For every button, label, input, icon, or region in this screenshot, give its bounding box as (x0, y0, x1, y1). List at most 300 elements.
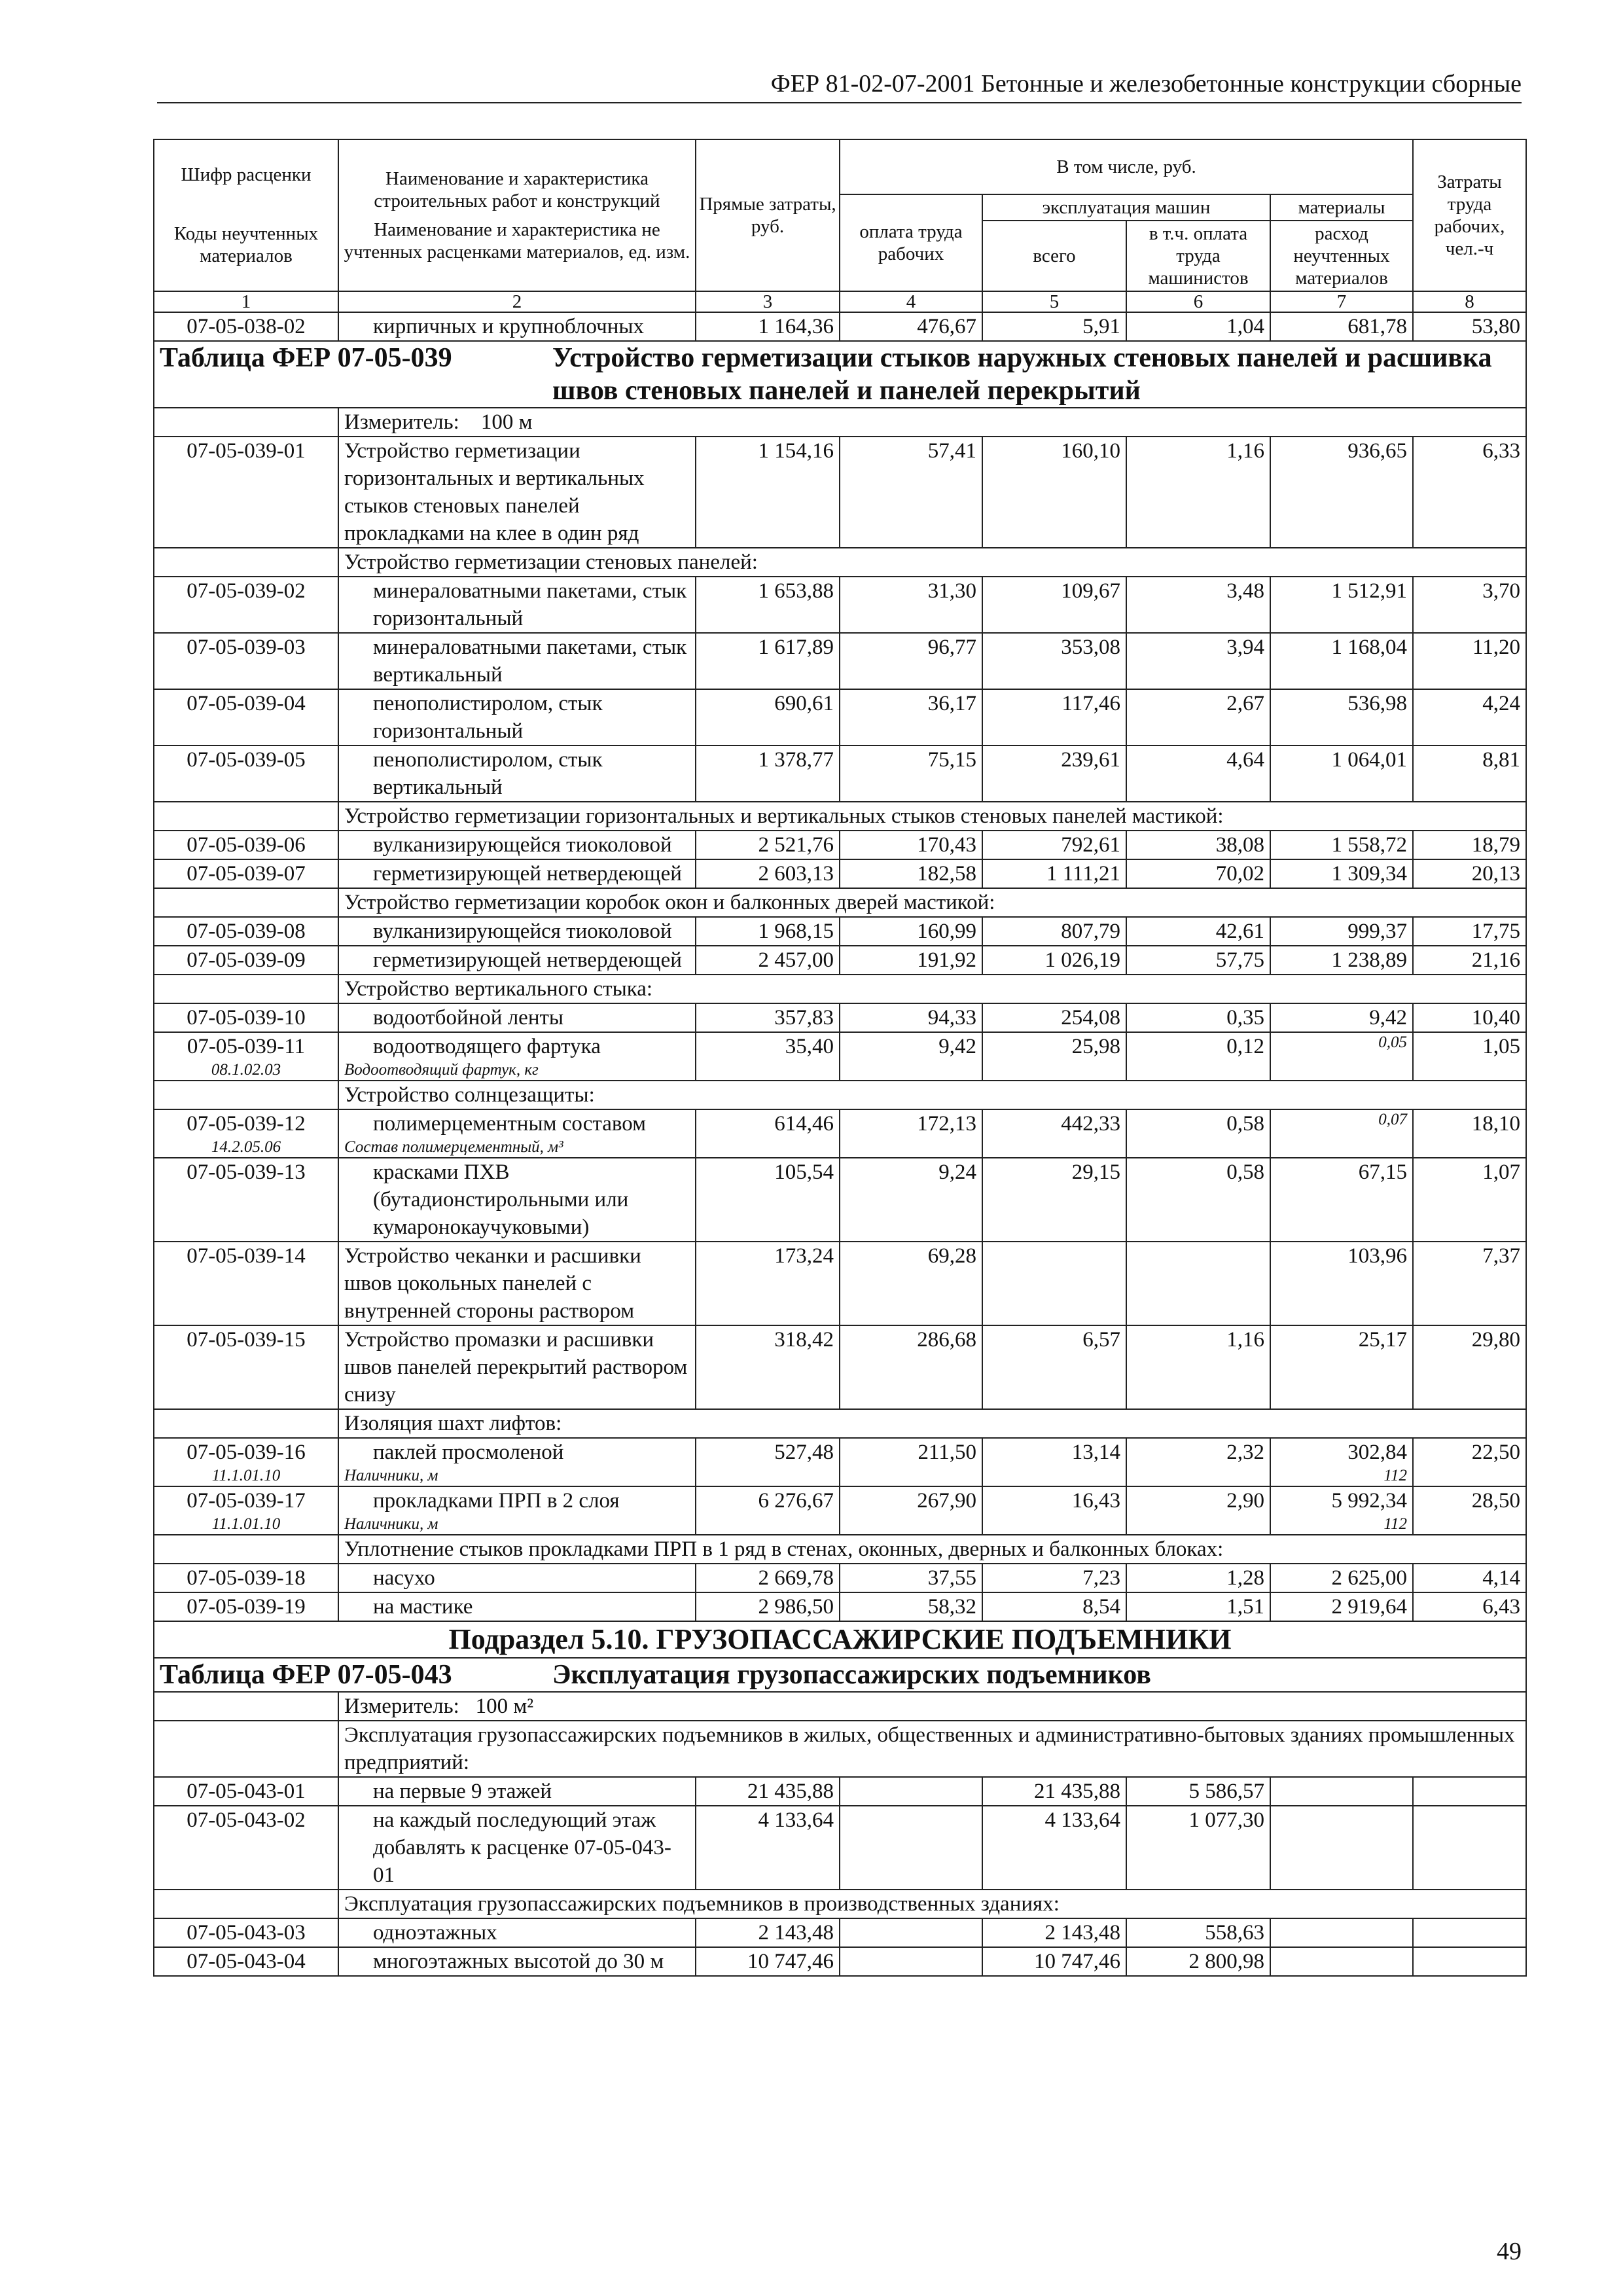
direct-costs-value: 2 603,13 (758, 862, 834, 886)
direct-costs (696, 1486, 840, 1535)
rate-code: 07-05-039-06 (187, 833, 306, 857)
wages (840, 917, 982, 946)
wages-value: 9,24 (938, 1160, 976, 1184)
group-row (154, 548, 1526, 577)
labor-hours-value: 6,33 (1482, 439, 1520, 463)
material-consumption: 0,05 (1378, 1033, 1407, 1051)
table-caption: Устройство герметизации стыков наружных стеновых панелей и расшивка швов стеновых панелей и панелей перекрытий (552, 343, 1492, 406)
group-row (154, 802, 1526, 831)
machines-total-value: 117,46 (1061, 692, 1120, 715)
wages-value: 191,92 (917, 948, 976, 972)
rate-code-cell (154, 633, 338, 689)
materials-value: 2 625,00 (1331, 1566, 1407, 1590)
rate-code: 07-05-039-05 (187, 748, 306, 772)
table-row (154, 1918, 1526, 1947)
operators-wages-value: 2,67 (1226, 692, 1264, 715)
labor-hours (1413, 946, 1526, 975)
material-code: 14.2.05.06 (211, 1138, 281, 1156)
col-num: 4 (840, 291, 982, 312)
spacer (342, 212, 692, 219)
wages-value: 170,43 (917, 833, 976, 857)
table-row (154, 312, 1526, 341)
group-heading: Изоляция шахт лифтов: (338, 1409, 1526, 1438)
labor-hours (1413, 633, 1526, 689)
operators-wages (1126, 1918, 1270, 1947)
group-row (154, 1890, 1526, 1918)
rate-code-cell (154, 689, 338, 745)
wages-value: 37,55 (927, 1566, 976, 1590)
table-row (154, 946, 1526, 975)
rate-code-cell (154, 1032, 338, 1081)
rate-code: 07-05-039-18 (187, 1566, 306, 1590)
operators-wages-value: 1 077,30 (1188, 1808, 1264, 1832)
rate-name (338, 1003, 696, 1032)
table-row (154, 1003, 1526, 1032)
rate-name (338, 1947, 696, 1976)
rate-code: 07-05-039-10 (187, 1006, 306, 1030)
machines-total (982, 946, 1126, 975)
materials (1270, 1918, 1413, 1947)
machines-total-value: 29,15 (1071, 1160, 1120, 1184)
material-consumption: 0,07 (1378, 1111, 1407, 1128)
direct-costs-value: 357,83 (774, 1006, 834, 1030)
group-row (154, 1535, 1526, 1564)
direct-costs-value: 105,54 (774, 1160, 834, 1184)
wages-value: 96,77 (927, 636, 976, 659)
materials (1270, 745, 1413, 802)
measure-label: Измеритель: (344, 410, 459, 434)
wages (840, 1777, 982, 1806)
group-heading: Уплотнение стыков прокладками ПРП в 1 ряд в стенах, оконных, дверных и балконных блоках: (338, 1535, 1526, 1564)
wages (840, 577, 982, 633)
rate-code: 07-05-039-09 (187, 948, 306, 972)
rate-code: 07-05-043-03 (187, 1921, 306, 1945)
machines-total (982, 633, 1126, 689)
machines-total (982, 1438, 1126, 1486)
operators-wages (1126, 633, 1270, 689)
operators-wages-value: 1,51 (1226, 1595, 1264, 1619)
wages-value: 31,30 (927, 579, 976, 603)
rate-name-text: герметизирующей нетвердеющей (373, 862, 682, 886)
table-body (154, 312, 1526, 1976)
rate-code-cell (154, 1564, 338, 1592)
rate-name-text: паклей просмоленой (373, 1441, 564, 1464)
table-caption: Эксплуатация грузопассажирских подъемников (552, 1660, 1151, 1690)
materials (1270, 689, 1413, 745)
direct-costs (696, 689, 840, 745)
machines-total-value: 160,10 (1061, 439, 1120, 463)
rate-name-text: вулканизирующейся тиоколовой (373, 833, 672, 857)
table-row (154, 1777, 1526, 1806)
rate-code: 07-05-039-04 (187, 692, 306, 715)
materials (1270, 1777, 1413, 1806)
machines-total (982, 1032, 1126, 1081)
materials-value: 1 558,72 (1331, 833, 1407, 857)
rate-name-text: водоотводящего фартука (373, 1035, 601, 1058)
machines-total-value: 1 026,19 (1044, 948, 1120, 972)
rate-name-text: пенополистиролом, стык горизонтальный (373, 692, 603, 743)
machines-total-value: 254,08 (1061, 1006, 1120, 1030)
machines-total (982, 1486, 1126, 1535)
direct-costs (696, 859, 840, 888)
rate-code-cell (154, 1486, 338, 1535)
labor-hours (1413, 1777, 1526, 1806)
machines-total-value: 25,98 (1071, 1035, 1120, 1058)
labor-hours-value: 6,43 (1482, 1595, 1520, 1619)
materials-value: 1 168,04 (1331, 636, 1407, 659)
labor-hours-value: 11,20 (1472, 636, 1520, 659)
table-row (154, 1158, 1526, 1242)
machines-total (982, 917, 1126, 946)
labor-hours-value: 3,70 (1482, 579, 1520, 603)
measure-row (154, 408, 1526, 437)
rate-name-text: многоэтажных высотой до 30 м (373, 1950, 664, 1973)
table-row (154, 633, 1526, 689)
wages-value: 57,41 (927, 439, 976, 463)
wages-value: 94,33 (927, 1006, 976, 1030)
direct-costs (696, 1032, 840, 1081)
rate-name (338, 859, 696, 888)
direct-costs-value: 614,46 (774, 1112, 834, 1136)
table-row (154, 1325, 1526, 1409)
labor-hours: 53,80 (1413, 312, 1526, 341)
table-row (154, 859, 1526, 888)
measure-label: Измеритель: (344, 1695, 459, 1718)
material-consumption: 112 (1383, 1467, 1407, 1484)
operators-wages (1126, 859, 1270, 888)
rate-code: 07-05-039-08 (187, 920, 306, 943)
group-row (154, 975, 1526, 1003)
materials-value: 9,42 (1369, 1006, 1407, 1030)
labor-hours-value: 18,10 (1471, 1112, 1520, 1136)
machines-total (982, 831, 1126, 859)
table-label: Таблица ФЕР 07-05-039 (160, 343, 452, 373)
rate-code: 07-05-043-01 (187, 1780, 306, 1803)
materials-header: материалы (1270, 194, 1413, 221)
direct-costs-value: 35,40 (785, 1035, 834, 1058)
empty-cell (154, 548, 338, 577)
wages (840, 1438, 982, 1486)
labor-hours-value: 4,14 (1482, 1566, 1520, 1590)
table-header (154, 139, 1526, 312)
rate-code-cell (154, 1592, 338, 1621)
empty-cell (154, 1081, 338, 1109)
wages (840, 633, 982, 689)
wages (840, 1032, 982, 1081)
rate-code-cell (154, 831, 338, 859)
direct-costs-value: 4 133,64 (758, 1808, 834, 1832)
subsection-title: Подраздел 5.10. ГРУЗОПАССАЖИРСКИЕ ПОДЪЕМНИКИ (154, 1621, 1526, 1658)
wages-value: 58,32 (927, 1595, 976, 1619)
labor-hours (1413, 1325, 1526, 1409)
materials-value: 936,65 (1347, 439, 1407, 463)
empty-cell (154, 1890, 338, 1918)
machines-total-value: 353,08 (1061, 636, 1120, 659)
col-material-code-label: Коды неучтенных материалов (173, 223, 319, 266)
direct-costs-value: 318,42 (774, 1328, 834, 1352)
wages (840, 745, 982, 802)
operators-wages (1126, 1806, 1270, 1890)
direct-costs-value: 173,24 (774, 1244, 834, 1268)
operators-wages-value: 42,61 (1215, 920, 1264, 943)
materials (1270, 1158, 1413, 1242)
rate-name (338, 1032, 696, 1081)
materials-value: 67,15 (1358, 1160, 1407, 1184)
table-row (154, 1032, 1526, 1081)
wages (840, 1947, 982, 1976)
group-row (154, 1721, 1526, 1777)
operators-wages (1126, 1777, 1270, 1806)
rate-code: 07-05-039-02 (187, 579, 306, 603)
machines-total-value: 7,23 (1082, 1566, 1120, 1590)
direct-costs-value: 6 276,67 (758, 1489, 834, 1513)
materials (1270, 1109, 1413, 1158)
wages (840, 1806, 982, 1890)
direct-costs-value: 2 457,00 (758, 948, 834, 972)
wages (840, 946, 982, 975)
machines-total (982, 1918, 1126, 1947)
labor-hours-value: 17,75 (1471, 920, 1520, 943)
rate-name (338, 1438, 696, 1486)
table-row (154, 1564, 1526, 1592)
machines-total-value: 6,57 (1082, 1328, 1120, 1352)
rate-code: 07-05-039-13 (187, 1160, 306, 1184)
machines-total-value: 13,14 (1071, 1441, 1120, 1464)
machines-total-value: 1 111,21 (1046, 862, 1120, 886)
direct-costs (696, 1242, 840, 1325)
wages (840, 689, 982, 745)
machines-total (982, 1242, 1126, 1325)
operators-wages-value: 2 800,98 (1188, 1950, 1264, 1973)
materials (1270, 577, 1413, 633)
wages (840, 1564, 982, 1592)
operators-wages (1126, 1486, 1270, 1535)
rate-name-text: Устройство промазки и расшивки швов панелей перекрытий раствором снизу (344, 1328, 688, 1407)
operators-wages (1126, 577, 1270, 633)
operators-wages-value: 5 586,57 (1188, 1780, 1264, 1803)
rate-name-text: минераловатными пакетами, стык вертикальный (373, 636, 687, 687)
rate-code: 07-05-043-02 (187, 1808, 306, 1832)
labor-hours-value: 21,16 (1471, 948, 1520, 972)
direct-costs-value: 2 143,48 (758, 1921, 834, 1945)
empty-cell (154, 1409, 338, 1438)
machines-total (982, 1325, 1126, 1409)
rate-name (338, 1592, 696, 1621)
rate-code-cell (154, 437, 338, 548)
operators-wages (1126, 946, 1270, 975)
machines-total-value: 239,61 (1061, 748, 1120, 772)
rate-name (338, 1109, 696, 1158)
rate-name (338, 689, 696, 745)
materials (1270, 1438, 1413, 1486)
machines-total (982, 745, 1126, 802)
wages-value: 69,28 (927, 1244, 976, 1268)
wages (840, 1242, 982, 1325)
rates-table (153, 139, 1527, 1977)
direct-costs-value: 2 521,76 (758, 833, 834, 857)
labor-hours-value: 20,13 (1471, 862, 1520, 886)
operators-wages-value: 57,75 (1215, 948, 1264, 972)
direct-costs-value: 1 617,89 (758, 636, 834, 659)
table-title (154, 1658, 1526, 1692)
rate-code: 07-05-039-11 (187, 1035, 306, 1058)
table-row (154, 1486, 1526, 1535)
table-row (154, 689, 1526, 745)
machines-total: 5,91 (982, 312, 1126, 341)
labor-hours (1413, 831, 1526, 859)
table-row (154, 917, 1526, 946)
wages-value: 172,13 (917, 1112, 976, 1136)
direct-costs (696, 946, 840, 975)
rate-code-cell (154, 1947, 338, 1976)
table-row (154, 1592, 1526, 1621)
table-row (154, 1947, 1526, 1976)
col-code-label: Шифр расценки (181, 164, 312, 185)
empty-cell (154, 888, 338, 917)
rate-code-cell (154, 859, 338, 888)
materials (1270, 917, 1413, 946)
table-title-row (154, 1658, 1526, 1692)
wages (840, 1918, 982, 1947)
rate-code: 07-05-039-14 (187, 1244, 306, 1268)
rate-name-text: кирпичных и крупноблочных (373, 315, 645, 338)
rate-code-cell (154, 1918, 338, 1947)
materials (1270, 946, 1413, 975)
incl-header: В том числе, руб. (840, 139, 1413, 194)
operators-wages-value: 1,16 (1226, 1328, 1264, 1352)
running-header: ФЕР 81-02-07-2001 Бетонные и железобетонные конструкции сборные (157, 69, 1522, 103)
operators-wages (1126, 1003, 1270, 1032)
wages-value: 160,99 (917, 920, 976, 943)
operators-wages-value: 558,63 (1205, 1921, 1264, 1945)
direct-costs (696, 831, 840, 859)
rate-code-cell (154, 1325, 338, 1409)
col-operators-header: в т.ч. оплата труда машинистов (1126, 221, 1270, 291)
operators-wages: 1,04 (1126, 312, 1270, 341)
col-wages-header: оплата труда рабочих (840, 194, 982, 291)
labor-hours (1413, 745, 1526, 802)
machines-total-value: 16,43 (1071, 1489, 1120, 1513)
direct-costs (696, 745, 840, 802)
col-num: 7 (1270, 291, 1413, 312)
rate-name-text: герметизирующей нетвердеющей (373, 948, 682, 972)
table-title (154, 341, 1526, 408)
labor-hours (1413, 1592, 1526, 1621)
group-heading: Устройство герметизации горизонтальных и вертикальных стыков стеновых панелей мастикой: (338, 802, 1526, 831)
operators-wages (1126, 1325, 1270, 1409)
material-code: 11.1.01.10 (211, 1515, 281, 1533)
direct-costs (696, 1438, 840, 1486)
rate-code-cell (154, 1109, 338, 1158)
rate-name (338, 1242, 696, 1325)
labor-hours (1413, 1242, 1526, 1325)
direct-costs-value: 1 154,16 (758, 439, 834, 463)
operators-wages (1126, 1032, 1270, 1081)
rate-name (338, 577, 696, 633)
materials-value: 25,17 (1358, 1328, 1407, 1352)
material-name: Наличники, м (344, 1467, 438, 1484)
group-heading: Устройство герметизации стеновых панелей: (338, 548, 1526, 577)
operators-wages-value: 1,16 (1226, 439, 1264, 463)
machines-total (982, 1158, 1126, 1242)
labor-hours (1413, 437, 1526, 548)
direct-costs (696, 1564, 840, 1592)
direct-costs-value: 2 986,50 (758, 1595, 834, 1619)
rate-name-text: на мастике (373, 1595, 473, 1619)
machines-total-value: 4 133,64 (1044, 1808, 1120, 1832)
operators-wages-value: 0,58 (1226, 1160, 1264, 1184)
machines-total (982, 1806, 1126, 1890)
labor-hours-value: 29,80 (1471, 1328, 1520, 1352)
table-label: Таблица ФЕР 07-05-043 (160, 1660, 452, 1690)
machines-total (982, 1592, 1126, 1621)
materials (1270, 1003, 1413, 1032)
materials (1270, 633, 1413, 689)
rate-name (338, 917, 696, 946)
materials (1270, 859, 1413, 888)
operators-wages-value: 2,90 (1226, 1489, 1264, 1513)
machines-total-value: 792,61 (1061, 833, 1120, 857)
rate-name (338, 312, 696, 341)
col-machines-total-header: всего (982, 221, 1126, 291)
materials: 681,78 (1270, 312, 1413, 341)
operators-wages (1126, 689, 1270, 745)
direct-costs (696, 1003, 840, 1032)
rate-code: 07-05-039-19 (187, 1595, 306, 1619)
direct-costs-value: 10 747,46 (747, 1950, 834, 1973)
table-row (154, 831, 1526, 859)
empty-cell (154, 802, 338, 831)
wages-value: 75,15 (927, 748, 976, 772)
machines-total-value: 442,33 (1061, 1112, 1120, 1136)
wages (840, 1003, 982, 1032)
labor-hours (1413, 1438, 1526, 1486)
labor-hours (1413, 1109, 1526, 1158)
rate-name-text: одноэтажных (373, 1921, 497, 1945)
rate-name (338, 633, 696, 689)
wages-value: 182,58 (917, 862, 976, 886)
empty-cell (154, 1721, 338, 1777)
rate-name (338, 1158, 696, 1242)
machines-total (982, 859, 1126, 888)
rate-name (338, 437, 696, 548)
rate-code: 07-05-043-04 (187, 1950, 306, 1973)
labor-hours (1413, 1564, 1526, 1592)
direct-costs-value: 527,48 (774, 1441, 834, 1464)
operators-wages (1126, 1564, 1270, 1592)
operators-wages (1126, 745, 1270, 802)
operators-wages-value: 38,08 (1215, 833, 1264, 857)
table-row (154, 1438, 1526, 1486)
wages (840, 1325, 982, 1409)
wages-value: 9,42 (938, 1035, 976, 1058)
labor-hours-value: 1,05 (1482, 1035, 1520, 1058)
empty-cell (154, 1535, 338, 1564)
operators-wages-value: 1,28 (1226, 1566, 1264, 1590)
operators-wages (1126, 1592, 1270, 1621)
col-num: 8 (1413, 291, 1526, 312)
wages (840, 1486, 982, 1535)
machines-total (982, 577, 1126, 633)
rate-name (338, 1918, 696, 1947)
materials-value: 1 064,01 (1331, 748, 1407, 772)
machines-total-value: 109,67 (1061, 579, 1120, 603)
table-row (154, 1806, 1526, 1890)
labor-hours-value: 22,50 (1471, 1441, 1520, 1464)
empty-cell (154, 1692, 338, 1721)
wages (840, 831, 982, 859)
rate-name-text: на каждый последующий этаж добавлять к расценке 07-05-043-01 (373, 1808, 671, 1887)
